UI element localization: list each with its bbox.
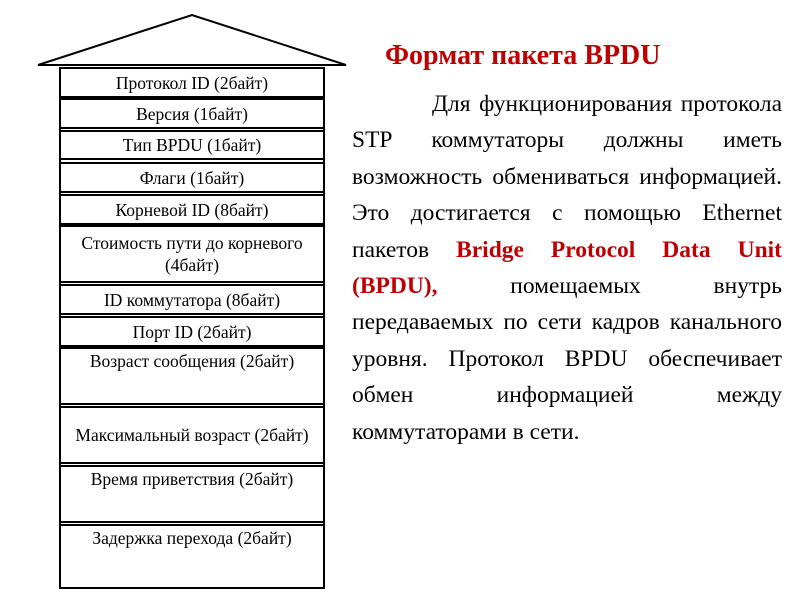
field-root-id: Корневой ID (8байт) xyxy=(59,194,325,225)
description-paragraph xyxy=(352,86,782,450)
paragraph-text-intro: Для функционирования протокола STP коммутаторы должны иметь возможность обмениваться информацией. Это достигается с помощью Ethernet пакетов xyxy=(352,91,782,263)
field-forward-delay: Задержка перехода (2байт) xyxy=(59,524,325,589)
paragraph-highlight: Bridge Protocol Data Unit (BPDU), xyxy=(352,236,782,300)
field-port-id: Порт ID (2байт) xyxy=(59,316,325,347)
field-root-path-cost: Стоимость пути до корневого (4байт) xyxy=(59,225,325,283)
field-bridge-id: ID коммутатора (8байт) xyxy=(59,284,325,315)
field-version: Версия (1байт) xyxy=(59,98,325,129)
field-message-age: Возраст сообщения (2байт) xyxy=(59,347,325,405)
field-hello-time: Время приветствия (2байт) xyxy=(59,465,325,523)
field-protocol-id: Протокол ID (2байт) xyxy=(59,67,325,98)
field-max-age: Максимальный возраст (2байт) xyxy=(59,406,325,464)
bpdu-field-stack xyxy=(59,67,325,587)
field-flags: Флаги (1байт) xyxy=(59,162,325,193)
paragraph-text-rest: помещаемых внутрь передаваемых по сети кадров канального уровня. Протокол BPDU обеспечивает обмен информацией между коммутаторами в сети. xyxy=(352,273,782,445)
field-bpdu-type: Тип BPDU (1байт) xyxy=(59,130,325,160)
slide-title: Формат пакета BPDU xyxy=(385,40,661,71)
